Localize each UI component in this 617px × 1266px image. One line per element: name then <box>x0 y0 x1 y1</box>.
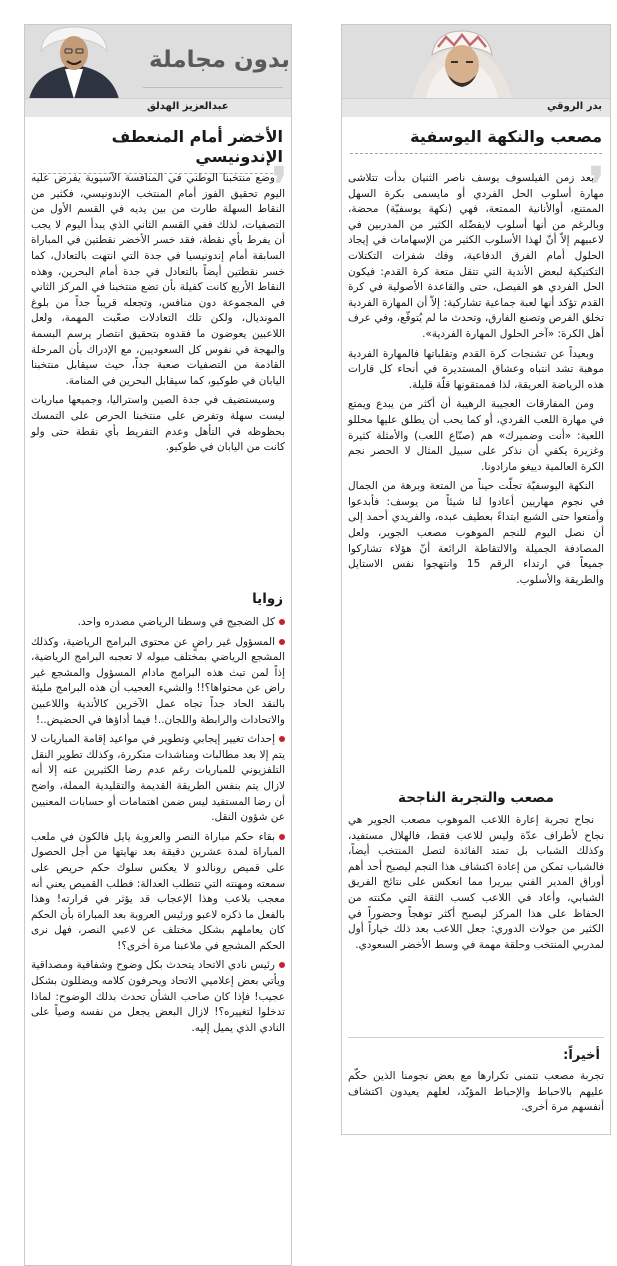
list-item: المسؤول غير راضٍ عن محتوى البرامج الرياضية، وكذلك المشجع الرياضي بمختلف ميوله لا تعجبه البرامج الرياضية، إذاً لمن تبث هذه البرامج مادام المسؤول والمشجع غير راض عن محتواها؟!! والشيء العجيب أن هذه البرامج مليئة بالنقد الحاد جداً تجاه عمل الآخرين كالأندية واللاعبين والاتحادات والرابطة واللجان..! فيما أداؤها في الحضيض..! <box>31 635 285 726</box>
author-photo <box>29 25 119 99</box>
list-item: رئيس نادي الاتحاد يتحدث بكل وضوح وشفافية ومصداقية ويأتي بعض إعلاميي الاتحاد ويحرفون كلامه ويضللون بشكل عجيب! فإذا كان صاحب الشأن تحدث بذلك الوضوح: لماذا تدخلوا لتغييره؟! لازال البعض يجعل من نفسه وصياً على النادي الذي يميل إليه. <box>31 959 285 1034</box>
section-subheading: زوايا <box>252 591 283 607</box>
section-subheading: مصعب والتجربة الناجحة <box>398 790 554 806</box>
paragraph: ومن المفارقات العجيبة الرهيبة أن أكثر من يبدع ويمتع في مهارة اللعب الفردي، أو كما يحب أن يطلق عليها محللو اللعبة: «أنت وضميرك» هم (صنّاع اللعب) والأمثلة كثيرة وغزيرة يكفي أن نذكر على سبيل المثال لا الحصر نجم الكرة العالمية دييغو مارادونا. <box>348 398 604 473</box>
closing-title: أخيراً: <box>563 1048 600 1063</box>
paragraph: وسيستضيف في جدة الصين واستراليا، وجميعها مباريات ليست سهلة وتفرض على منتخبنا الحرص على التمسك بحظوظه في التأهل وعدم التفريط بأي نقطة حتى ولو كانت من اليابان في طوكيو. <box>31 394 285 454</box>
list-item: بقاء حكم مباراة النصر والعروبة يايل فالكون في ملعب المباراة لمدة عشرين دقيقة بعد نهايتها من أجل الحصول على قميص رونالدو لا يعكس سلوك حكم حريص على سمعته ومهنته التي تتطلب العدالة: فطلب القميص يعني أنه معجب بلاعب وهذا الإعجاب قد يؤثر في قرارته! وهذا بالفعل ما ذكره لاعبو ورئيس العروبة بعد المباراة بأن الحكم كان يعاملهم بشكل مختلف عن لاعبي النصر، فهل نرى الحكم المشجع في ملاعبنا مرة أخرى؟! <box>31 830 285 952</box>
bullet-dot-icon <box>279 619 285 625</box>
closing-text: تجربة مصعب تتمنى تكرارها مع بعض نجومنا الذين حكّم عليهم بالاحباط والإحباط المؤبّد، لعلهم يعيدون اكتشاف أنفسهم مرة أخرى. <box>348 1070 604 1114</box>
writer-name: عبدالعزيز الهدلق <box>147 101 229 112</box>
article-body <box>31 171 285 460</box>
closing-note <box>348 1037 604 1116</box>
paragraph: وبعيداً عن تشنجات كرة القدم وتقلباتها فالمهارة الفردية موهبة تشد انتباه وعشاق المستديرة في أنحاء كل قارات هذه الرياضة العريقة، لذا فممتقونها قلّة قليلة. <box>348 347 604 391</box>
list-item: إحداث تغيير إيجابي وتطوير في مواعيد إقامة المباريات لا يتم إلا بعد مطالبات ومناشدات متكررة، وكذلك تطوير النقل التلفزيوني للمباريات رغم عدم رضا الكثيرين عنه إلا أنه لازال يتم بنفس الطريقة القديمة والتقليدية المملة، واضح أن رضا المستفيد ليس ضمن اهتمامات أو حسابات المعنيين عن شؤون النقل. <box>31 733 285 824</box>
writer-strip <box>25 98 291 117</box>
left-column-article <box>24 24 292 1266</box>
bullet-dot-icon <box>279 639 285 645</box>
article-headline: الأخضر أمام المنعطف الإندونيسي <box>33 127 283 174</box>
bullet-list <box>31 615 285 1040</box>
article-body <box>348 171 604 592</box>
author-banner <box>342 25 610 117</box>
quote-mark-icon: ❜ <box>272 157 287 211</box>
article-headline: مصعب والنكهة اليوسفية <box>350 127 602 154</box>
author-photo <box>402 25 522 99</box>
writer-name: بدر الروقي <box>546 101 602 112</box>
right-column-article <box>341 24 611 1135</box>
paragraph: وضع منتخبنا الوطني في المنافسة الآسيوية يفرض عليه اليوم تحقيق الفوز أمام المنتخب الإندونيسي، فكثير من النقاط السهلة طارت من بين يديه في القسم الأول من التصفيات، لذلك ففي القسم الثاني الذي يبدأ اليوم لا يجب أن يفرط بأي نقطة، فقد خسر الأخضر نقطتين في المباراة السابقة أمام إندونيسيا في جدة التي انتهت بالتعادل، كما خسر نقطتين أيضاً بالتعادل في جدة أمام البحرين، وهذه النقاط الأربع كانت كفيلة بأن تضع منتخبنا في المركز الثاني في المجموعة دون منافس، وتجعله قريباً جداً من بلوغ المونديال، ولكن تلك التعادلات صعّبت المهمة، ولعل اللاعبين يعوضون ما فقدوه بتحقيق انتصار يرسم البسمة والبهجة في نفوس كل السعوديين، مع الإدراك بأن المرحلة القادمة من التصفيات صعبة جداً، حيث سيقابل منتخبنا اليابان في طوكيو، كما سيقابل البحرين في المنامة. <box>31 172 285 387</box>
bullet-dot-icon <box>279 736 285 742</box>
column-title: بدون مجاملة <box>149 47 290 73</box>
paragraph: بعد زمن الفيلسوف يوسف ناصر الثنيان بدأت تتلاشى مهارة أسلوب الحل الفردي أو مايسمى بكرة السهل الممتنع، أوالأنانية الممتعة، فهي (نكهة يوسفيّة) محضة، وبالرغم من أنها أسلوب لايفضّله الكثير من المدربين في لاعبيهم إلاّ أنّ لهذا الأسلوب الكثير من الإسهامات في إيجاد الحلول أمام الفرق الدفاعية، وفك شفرات التكتلات التكتيكية لبعض الأندية التي تتقل متعة كرة القدم: فيكون الحل الفردي هو الفيصل، حتى والقاعدة الأصولية في كرة القدم تؤكد أنها لعبة جماعية تشاركية: إلاّ أن المهارة الفردية تخلق الفرص وتصنع الفارق، وتحدث ما لم يُتوقّع، وفي عرف أهل الكرة: «آخر الحلول المهارة الفردية». <box>348 172 604 340</box>
writer-strip <box>342 98 610 117</box>
list-item: كل الضجيج في وسطنا الرياضي مصدره واحد. <box>31 615 285 631</box>
paragraph: النكهة اليوسفيّة تجلّت حيناً من المتعة وبرهة من الجمال في نجوم مهاريين أعادوا لنا شيئاً من يوسف: فأبدعوا وأمتعوا حتى الشبع ابتداءً بعطيف عبده، والفريدي أحمد إلى أن نصل اليوم للنجم الموهوب مصعب الجوير، ولعل المصادفة الجميلة والالتقاطة الرائعة أنّ هؤلاء تشاركوا جميعاً في ارتداء الرقم 15 وانتهجوا نفس الاستايل والطريقة والأسلوب. <box>348 480 604 586</box>
author-banner <box>25 25 291 117</box>
bullet-dot-icon <box>279 834 285 840</box>
paragraph: نجاح تجربة إعارة اللاعب الموهوب مصعب الجوير هي نجاح لأطراف عدّة وليس للاعب فقط، فالهلال مستفيد، وكذلك الشباب بل تمتد الفائدة لتصل المنتخب أيضاً، فالشباب تمكن من إعادة اكتشاف هذا النجم ليصبح أحد أهم أوراق المدير الفني بيريرا مما انعكس على نتائج الفريق الشبابي، وأعاد في اللاعب كسب الثقة التي مكنته من الحفاظ على هذا المركز ليصبح أكثر توهجاً وحضوراً في الكثير من جولات الدوري: جعل اللاعب بعد ذلك خياراً أول لمدربي المنتخب وحلقة مهمة في وسط الأخضر السعودي. <box>348 814 604 951</box>
article-body-2 <box>348 813 604 957</box>
bullet-dot-icon <box>279 962 285 968</box>
quote-mark-icon: ❜ <box>589 157 604 211</box>
divider <box>143 87 283 88</box>
